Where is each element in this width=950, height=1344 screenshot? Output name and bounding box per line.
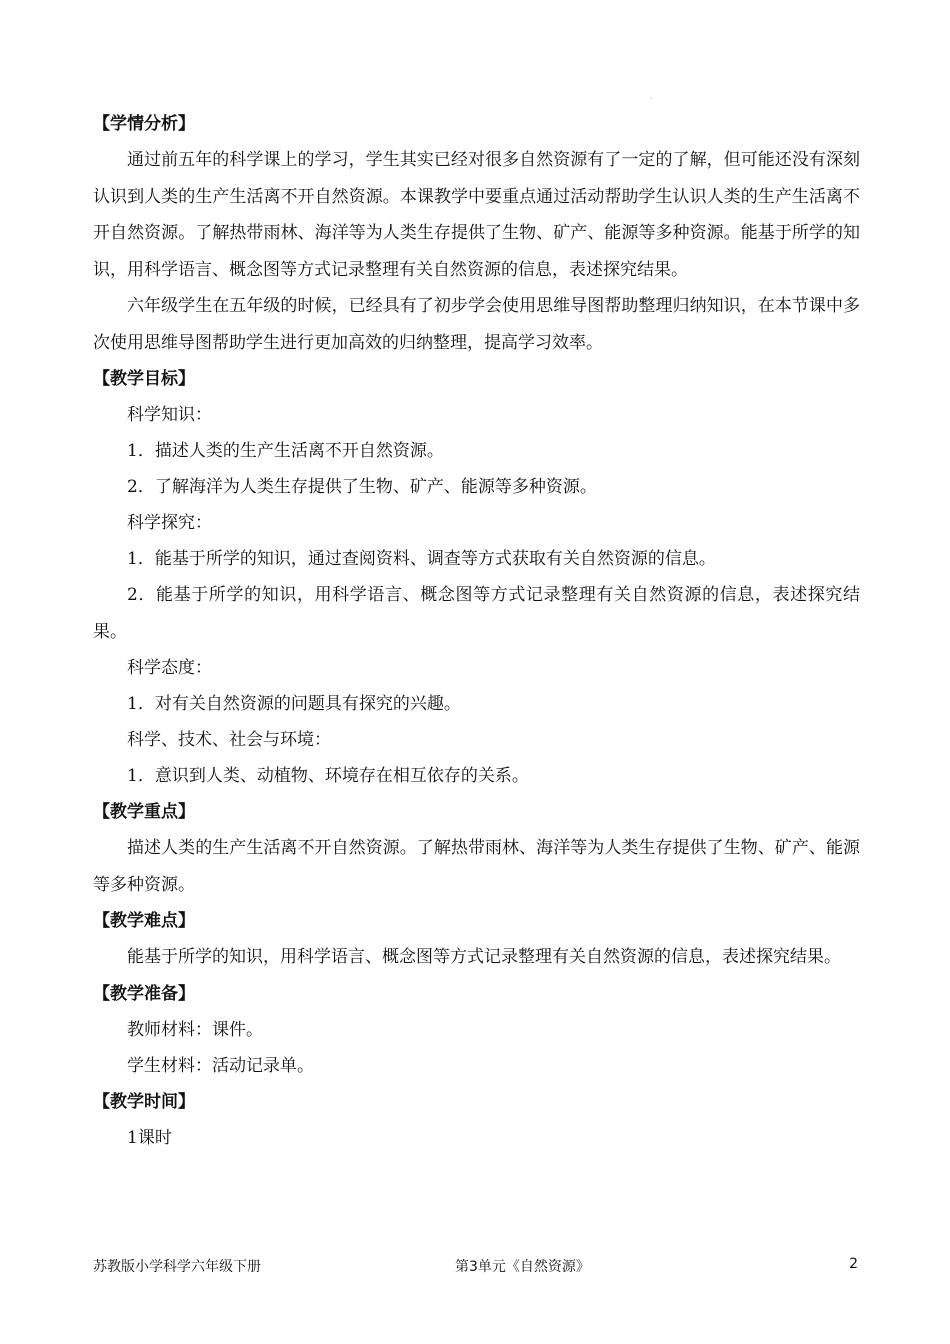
heading-teaching-objectives: 【教学目标】 [93,369,195,389]
objective-attitude-item: 1．对有关自然资源的问题具有探究的兴趣。 [127,694,461,714]
footer-unit-title: 第3单元《自然资源》 [455,1259,590,1275]
objective-attitude-title: 科学态度： [127,658,212,678]
preparation-student: 学生材料：活动记录单。 [127,1055,314,1076]
heading-key-points: 【教学重点】 [93,802,195,822]
objective-stse-item: 1．意识到人类、动植物、环境存在相互依存的关系。 [127,766,529,786]
objective-knowledge-item: 2．了解海洋为人类生存提供了生物、矿产、能源等多种资源。 [127,477,597,497]
analysis-paragraph-1: 通过前五年的科学课上的学习，学生其实已经对很多自然资源有了一定的了解，但可能还没有深刻认识到人类的生产生活离不开自然资源。本课教学中要重点通过活动帮助学生认识人类的生产生活离不开自然资源。了解热带雨林、海洋等为人类生存提供了生物、矿产、能源等多种资源。能基于所学的知识，用科学语言、概念图等方式记录整理有关自然资源的信息，表述探究结果。 [93,150,860,280]
analysis-paragraph-2: 六年级学生在五年级的时候，已经具有了初步学会使用思维导图帮助整理归纳知识，在本节课中多次使用思维导图帮助学生进行更加高效的归纳整理，提高学习效率。 [93,296,860,353]
page-dot: · [650,94,653,103]
preparation-teacher: 教师材料：课件。 [127,1019,263,1040]
teaching-time-text: 1课时 [127,1127,172,1148]
footer-page-number: 2 [849,1256,858,1272]
heading-preparation: 【教学准备】 [93,983,195,1004]
heading-student-analysis: 【学情分析】 [93,114,195,134]
objective-stse-title: 科学、技术、社会与环境： [127,730,331,750]
page-footer [93,1256,858,1278]
heading-difficulties: 【教学难点】 [93,911,195,931]
footer-book-title: 苏教版小学科学六年级下册 [93,1259,261,1275]
objective-knowledge-title: 科学知识： [127,405,212,425]
objective-inquiry-item: 2．能基于所学的知识，用科学语言、概念图等方式记录整理有关自然资源的信息，表述探究结果。 [93,585,860,642]
objective-inquiry-item: 1．能基于所学的知识，通过查阅资料、调查等方式获取有关自然资源的信息。 [127,549,716,569]
key-points-text: 描述人类的生产生活离不开自然资源。了解热带雨林、海洋等为人类生存提供了生物、矿产、能源等多种资源。 [93,838,860,895]
difficulties-text: 能基于所学的知识，用科学语言、概念图等方式记录整理有关自然资源的信息，表述探究结果。 [127,947,841,967]
heading-teaching-time: 【教学时间】 [93,1091,195,1112]
objective-inquiry-title: 科学探究： [127,513,212,533]
page-content [93,106,860,1156]
objective-knowledge-item: 1．描述人类的生产生活离不开自然资源。 [127,441,444,461]
